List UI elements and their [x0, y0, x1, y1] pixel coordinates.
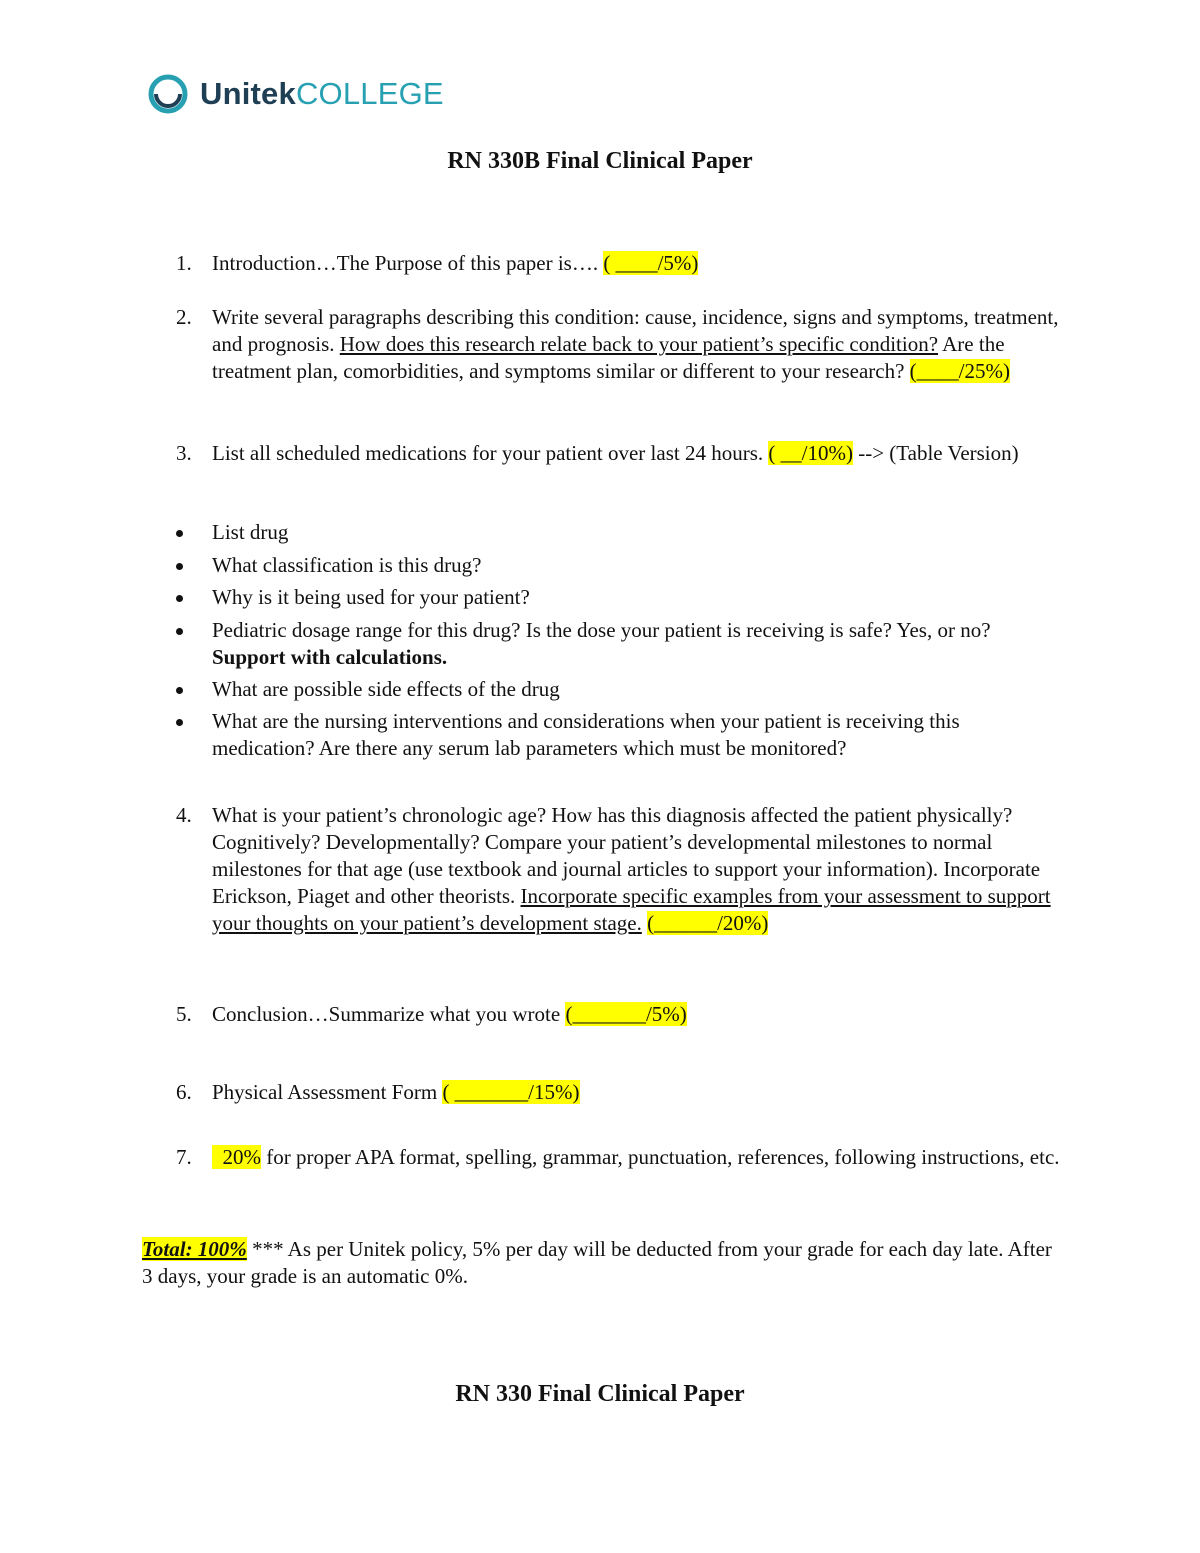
total-label: Total: 100% — [142, 1237, 247, 1261]
bullet-item: What are the nursing interventions and considerations when your patient is receiving this medication? Are there any serum lab parameters which must be monitored? — [176, 708, 1066, 762]
score-blank: (____/25%) — [909, 359, 1010, 383]
score-blank: ( _______/15%) — [442, 1080, 580, 1104]
bullet-item: Why is it being used for your patient? — [176, 584, 1066, 611]
score-blank: ( ____/5%) — [603, 251, 699, 275]
logo-wordmark: UnitekCOLLEGE — [200, 76, 444, 111]
list-item-5: 5. Conclusion…Summarize what you wrote (_______/5%) — [176, 1002, 687, 1026]
bullet-icon — [176, 595, 183, 602]
score-highlight: 20% — [212, 1145, 261, 1169]
list-item-2: 2. Write several paragraphs describing this condition: cause, incidence, signs and symptoms, treatment, and prognosis. How does this research relate back to your patient’s specific condition? Are the treatment plan, comorbidities, and symptoms similar or different to your research? (____/25%) — [176, 305, 1059, 383]
score-blank: (_______/5%) — [565, 1002, 687, 1026]
list-item-4: 4. What is your patient’s chronologic age? How has this diagnosis affected the patient physically? Cognitively? Developmentally? Compare your patient’s developmental milestones to normal milestones for that age (use textbook and journal articles to support your information). Incorporate Erickson, Piaget and other theorists. Incorporate specific examples from your assessment to support your thoughts on your patient’s development stage. (______/20%) — [176, 803, 1051, 935]
score-blank: ( __/10%) — [768, 441, 853, 465]
bullet-icon — [176, 530, 183, 537]
second-page-title: RN 330 Final Clinical Paper — [455, 1381, 745, 1407]
score-blank: (______/20%) — [647, 911, 769, 935]
bullet-item: Pediatric dosage range for this drug? Is the dose your patient is receiving is safe? Yes, or no? Support with calculations. — [176, 617, 1066, 671]
logo-mark-icon — [146, 72, 192, 116]
bullet-icon — [176, 628, 183, 635]
bullet-item: List drug — [176, 519, 1066, 546]
list-item-6: 6. Physical Assessment Form ( _______/15%) — [176, 1080, 580, 1104]
list-item-7: 7. 20% for proper APA format, spelling, grammar, punctuation, references, following instructions, etc. — [176, 1145, 1060, 1169]
bullet-icon — [176, 563, 183, 570]
bullet-icon — [176, 687, 183, 694]
list-item-3: 3. List all scheduled medications for your patient over last 24 hours. ( __/10%) --> (Table Version) — [176, 441, 1019, 465]
page-title: RN 330B Final Clinical Paper — [447, 148, 753, 174]
bullet-item: What classification is this drug? — [176, 552, 1066, 579]
unitek-college-logo — [146, 72, 444, 116]
bullet-icon — [176, 719, 183, 726]
list-item-1: 1. Introduction…The Purpose of this paper is…. ( ____/5%) — [176, 251, 699, 275]
total-note: Total: 100% *** As per Unitek policy, 5% per day will be deducted from your grade for each day late. After 3 days, your grade is an automatic 0%. — [142, 1237, 1052, 1288]
bullet-item: What are possible side effects of the drug — [176, 676, 1066, 703]
